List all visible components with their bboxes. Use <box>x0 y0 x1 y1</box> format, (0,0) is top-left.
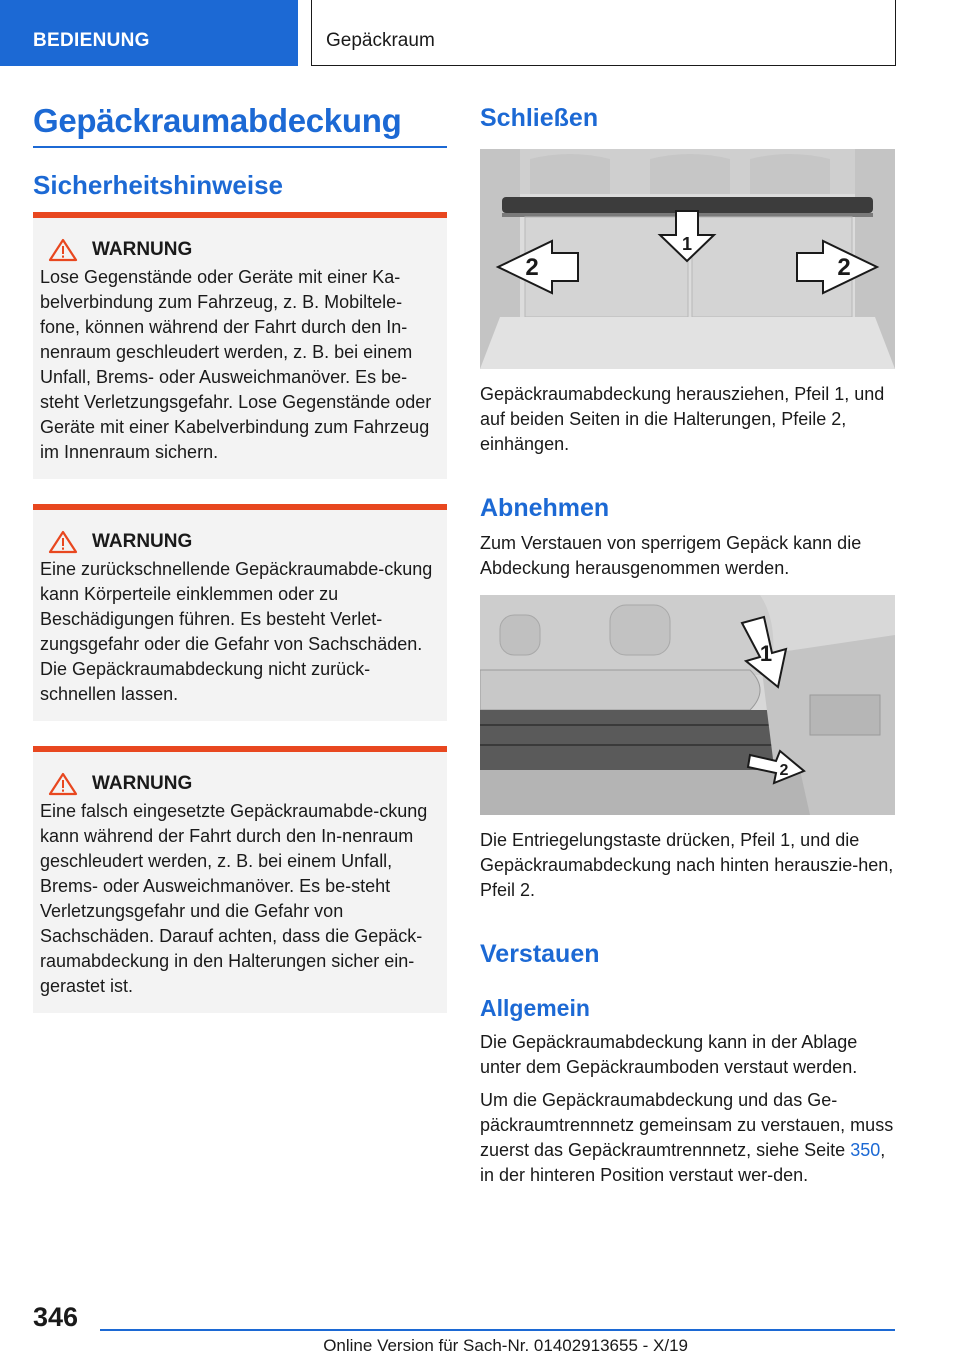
general-text: Die Gepäckraumabdeckung kann in der Ablage unter dem Gepäckraumboden verstaut werden. <box>480 1032 858 1077</box>
warning-triangle-icon <box>48 238 78 262</box>
warning-box-1 <box>33 212 447 479</box>
warning-triangle-icon <box>48 530 78 554</box>
general-heading: Allgemein <box>480 995 590 1021</box>
header-topic-label: Gepäckraum <box>326 30 435 51</box>
figure1-arrow-label-1: 1 <box>681 234 693 254</box>
title-divider <box>33 146 447 148</box>
warning-text: Eine falsch eingesetzte Gepäckraumabde-ckung kann während der Fahrt durch den In-nenraum geschleudert werden, z. B. bei einem Unfall, Brems- oder Ausweichmanöver. Es be-steht Verletzungsgefahr und die Gefahr von Sachschäden. Darauf achten, dass die Gepäck-raumabdeckung in den Halterungen sicher ein-gerastet ist. <box>40 801 428 996</box>
warning-header <box>40 238 439 262</box>
warning-label: WARNUNG <box>92 531 193 552</box>
warning-text: Lose Gegenstände oder Geräte mit einer Ka-belverbindung zum Fahrzeug, z. B. Mobiltele-fone, können während der Fahrt durch den In-nenraum geschleudert werden, z. B. bei einem Unfall, Brems- oder Ausweichmanöver. Es be-steht Verletzungsgefahr. Lose Gegenstände oder Geräte mit einer Kabelverbindung zum Fahrzeug im Innenraum sichern. <box>40 267 432 462</box>
stow-instructions <box>480 1088 895 1188</box>
close-heading: Schließen <box>480 104 599 132</box>
warning-label: WARNUNG <box>92 239 193 260</box>
remove-intro: Zum Verstauen von sperrigem Gepäck kann die Abdeckung herausgenommen werden. <box>480 533 862 578</box>
footer-edition: Online Version für Sach-Nr. 01402913655 - X/19 <box>323 1336 688 1355</box>
header-section-tab <box>0 0 298 66</box>
header-section-label: BEDIENUNG <box>33 30 150 51</box>
footer-divider <box>100 1329 895 1331</box>
stow-heading: Verstauen <box>480 940 600 968</box>
figure-remove-cover <box>480 595 895 815</box>
stow-text-after: , in der hinteren Position verstaut wer-den. <box>480 1140 886 1185</box>
warning-box-3 <box>33 746 447 1013</box>
safety-heading: Sicherheitshinweise <box>33 170 283 200</box>
header-topic-box <box>311 0 896 66</box>
stow-text-before: Um die Gepäckraumabdeckung und das Ge-päckraumtrennnetz gemeinsam zu verstauen, muss zuerst das Gepäckraumtrennnetz, siehe Seite <box>480 1090 894 1160</box>
figure-close-cover <box>480 149 895 369</box>
luggage-cover-illustration <box>480 149 895 369</box>
figure1-arrow-label-2-left: 2 <box>525 254 539 281</box>
page-title: Gepäckraumabdeckung <box>33 102 402 139</box>
warning-triangle-icon <box>48 772 78 796</box>
warning-header <box>40 772 439 796</box>
warning-label: WARNUNG <box>92 773 193 794</box>
page-number: 346 <box>33 1302 79 1332</box>
close-instructions: Gepäckraumabdeckung herausziehen, Pfeil 1, und auf beiden Seiten in die Halterungen, Pfeile 2, einhängen. <box>480 384 885 454</box>
release-button-illustration <box>480 595 895 815</box>
remove-steps: Die Entriegelungstaste drücken, Pfeil 1, und die Gepäckraumabdeckung nach hinten herauszie-hen, Pfeil 2. <box>480 830 894 900</box>
warning-header <box>40 530 439 554</box>
figure2-arrow-label-2: 2 <box>779 762 789 779</box>
warning-text: Eine zurückschnellende Gepäckraumabde-ckung kann Körperteile einklemmen oder zu Beschädigungen führen. Es besteht Verlet-zungsgefahr oder die Gefahr von Sachschäden. Die Gepäckraumabdeckung nicht zurück-schnellen lassen. <box>40 559 433 704</box>
remove-heading: Abnehmen <box>480 494 610 522</box>
page-reference-link[interactable]: 350 <box>850 1140 881 1160</box>
figure1-arrow-label-2-right: 2 <box>837 254 851 281</box>
warning-box-2 <box>33 504 447 721</box>
figure2-arrow-label-1: 1 <box>759 641 773 666</box>
